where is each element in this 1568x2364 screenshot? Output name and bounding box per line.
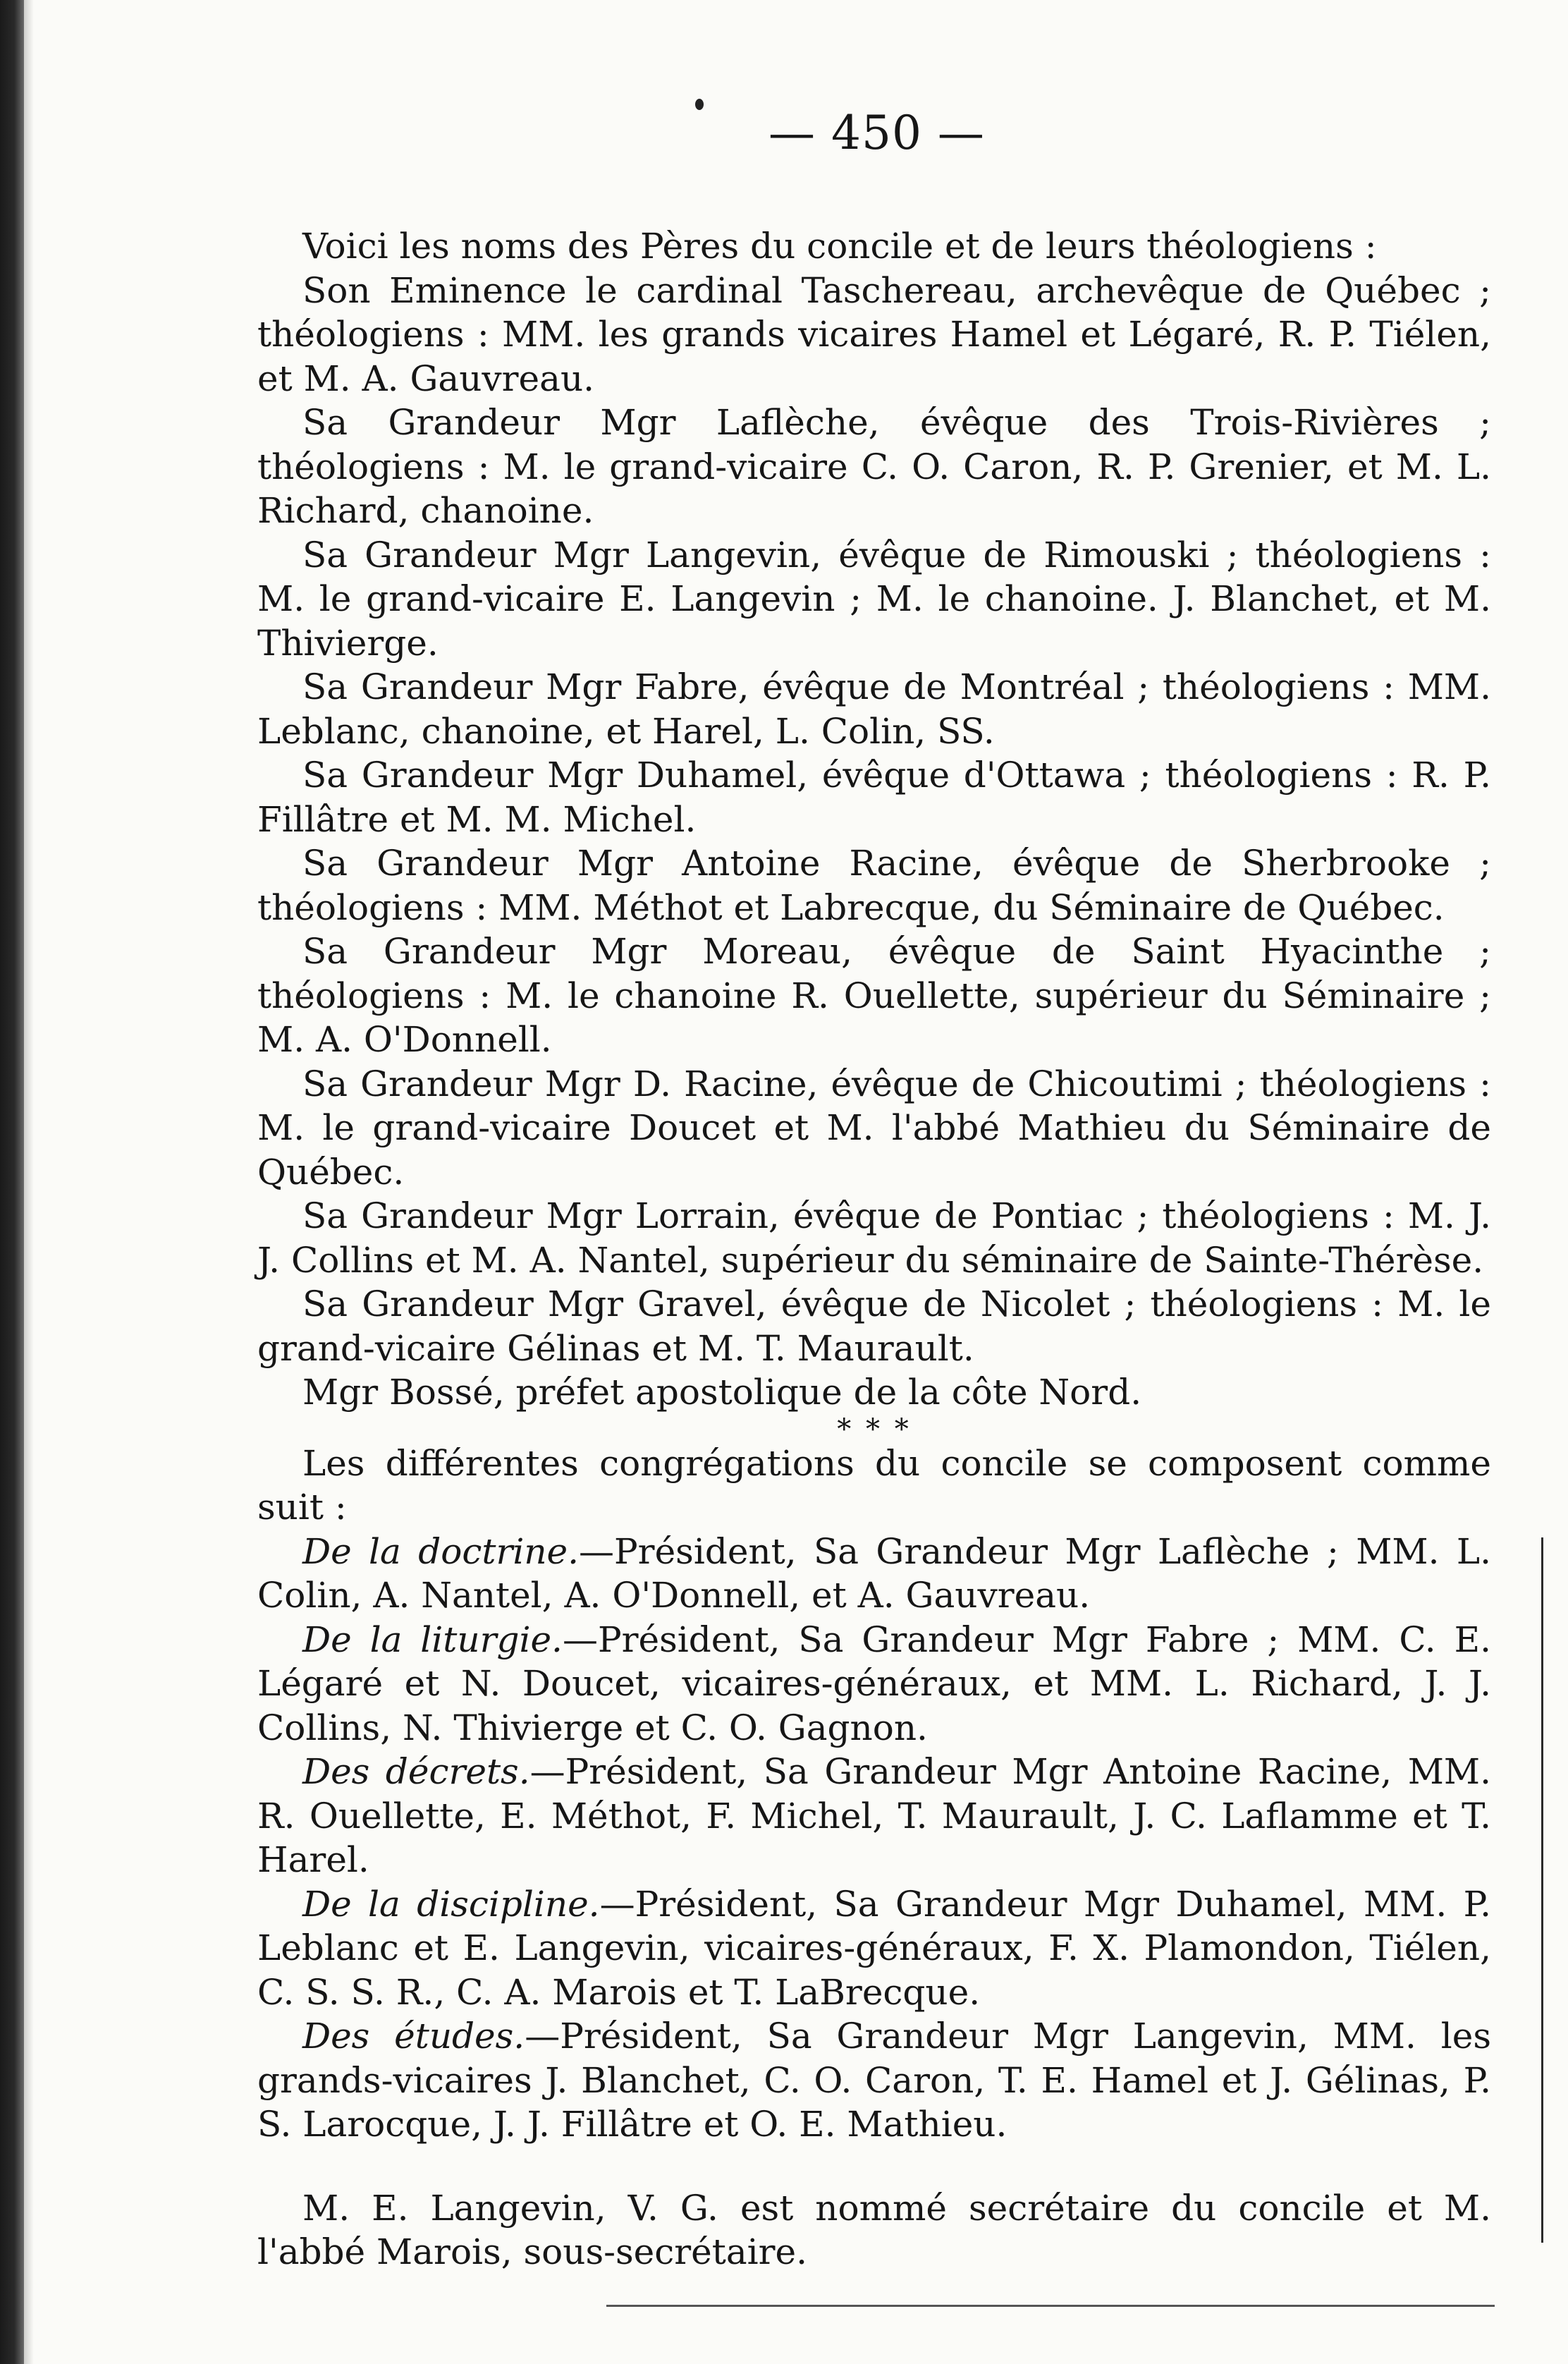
- congregation-text: —Président, Sa Grandeur Mgr Antoine Racine, MM. R. Ouellette, E. Méthot, F. Michel, T. Maurault, J. C. Laflamme et T. Harel.: [257, 1751, 1492, 1880]
- bishop-paragraph: Sa Grandeur Mgr D. Racine, évêque de Chicoutimi ; théologiens : M. le grand-vicaire Doucet et M. l'abbé Mathieu du Séminaire de Québec.: [257, 1063, 1491, 1193]
- congregation-paragraph: [257, 1750, 1491, 1882]
- ink-dot: [695, 99, 704, 110]
- congregation-text: —Président, Sa Grandeur Mgr Duhamel, MM. P. Leblanc et E. Langevin, vicaires-généraux, F. X. Plamondon, Tiélen, C. S. S. R., C. A. Marois et T. LaBrecque.: [257, 1883, 1491, 2013]
- congregation-label: De la doctrine.: [302, 1530, 580, 1572]
- bishop-paragraph: Sa Grandeur Mgr Lorrain, évêque de Pontiac ; théologiens : M. J. J. Collins et M. A. Nantel, supérieur du séminaire de Sainte-Thérèse.: [257, 1195, 1491, 1281]
- asterism-separator: * * *: [837, 1413, 912, 1446]
- congregation-paragraph: [257, 1882, 1491, 2015]
- bishop-paragraph: Sa Grandeur Mgr Duhamel, évêque d'Ottawa ; théologiens : R. P. Fillâtre et M. M. Michel.: [257, 755, 1491, 840]
- congregation-label: De la liturgie.: [302, 1619, 563, 1660]
- footer-rule: [606, 2305, 1495, 2307]
- bishop-paragraph: Sa Grandeur Mgr Antoine Racine, évêque de Sherbrooke ; théologiens : MM. Méthot et Labrecque, du Séminaire de Québec.: [257, 843, 1491, 928]
- scan-binding-edge: [0, 0, 24, 2364]
- bishop-paragraph: Son Eminence le cardinal Taschereau, archevêque de Québec ; théologiens : MM. les grands vicaires Hamel et Légaré, R. P. Tiélen, et M. A. Gauvreau.: [257, 269, 1491, 399]
- bishop-paragraph: Sa Grandeur Mgr Moreau, évêque de Saint Hyacinthe ; théologiens : M. le chanoine R. Ouellette, supérieur du Séminaire ; M. A. O'Donnell.: [257, 931, 1491, 1060]
- congregation-paragraph: [257, 1530, 1491, 1618]
- congregation-label: Des décrets.: [302, 1751, 530, 1792]
- congregation-label: Des études.: [302, 2016, 525, 2057]
- bishop-paragraph: Sa Grandeur Mgr Langevin, évêque de Rimouski ; théologiens : M. le grand-vicaire E. Langevin ; M. le chanoine. J. Blanchet, et M. Thivierge.: [257, 534, 1491, 664]
- bishop-paragraph: Sa Grandeur Mgr Laflèche, évêque des Trois-Rivières ; théologiens : M. le grand-vicaire C. O. Caron, R. P. Grenier, et M. L. Richard, chanoine.: [257, 402, 1491, 531]
- congregation-paragraph: [257, 2014, 1491, 2147]
- intro-paragraph: Voici les noms des Pères du concile et de leurs théologiens :: [302, 226, 1377, 267]
- congregation-label: De la discipline.: [302, 1883, 600, 1925]
- page-number: — 450 —: [768, 106, 985, 160]
- page-body: [257, 224, 1491, 2274]
- bishop-paragraph: Sa Grandeur Mgr Fabre, évêque de Montréal ; théologiens : MM. Leblanc, chanoine, et Harel, L. Colin, SS.: [257, 666, 1491, 752]
- congregation-text: —Président, Sa Grandeur Mgr Laflèche ; MM. L. Colin, A. Nantel, A. O'Donnell, et A. Gauvreau.: [257, 1530, 1491, 1616]
- congregations-intro: Les différentes congrégations du concile se composent comme suit :: [257, 1442, 1491, 1528]
- congregation-paragraph: [257, 1618, 1491, 1750]
- margin-rule: [1541, 1537, 1543, 2243]
- congregation-text: —Président, Sa Grandeur Mgr Langevin, MM. les grands-vicaires J. Blanchet, C. O. Caron, T. E. Hamel et J. Gélinas, P. S. Larocque, J. J. Fillâtre et O. E. Mathieu.: [257, 2016, 1492, 2145]
- closing-paragraph: M. E. Langevin, V. G. est nommé secrétaire du concile et M. l'abbé Marois, sous-secrétaire.: [257, 2187, 1491, 2272]
- bishop-paragraph: Mgr Bossé, préfet apostolique de la côte Nord.: [302, 1372, 1142, 1413]
- bishop-paragraph: Sa Grandeur Mgr Gravel, évêque de Nicolet ; théologiens : M. le grand-vicaire Gélinas et M. T. Maurault.: [257, 1284, 1491, 1369]
- congregation-text: —Président, Sa Grandeur Mgr Fabre ; MM. C. E. Légaré et N. Doucet, vicaires-généraux, et MM. L. Richard, J. J. Collins, N. Thivierge et C. O. Gagnon.: [257, 1619, 1491, 1748]
